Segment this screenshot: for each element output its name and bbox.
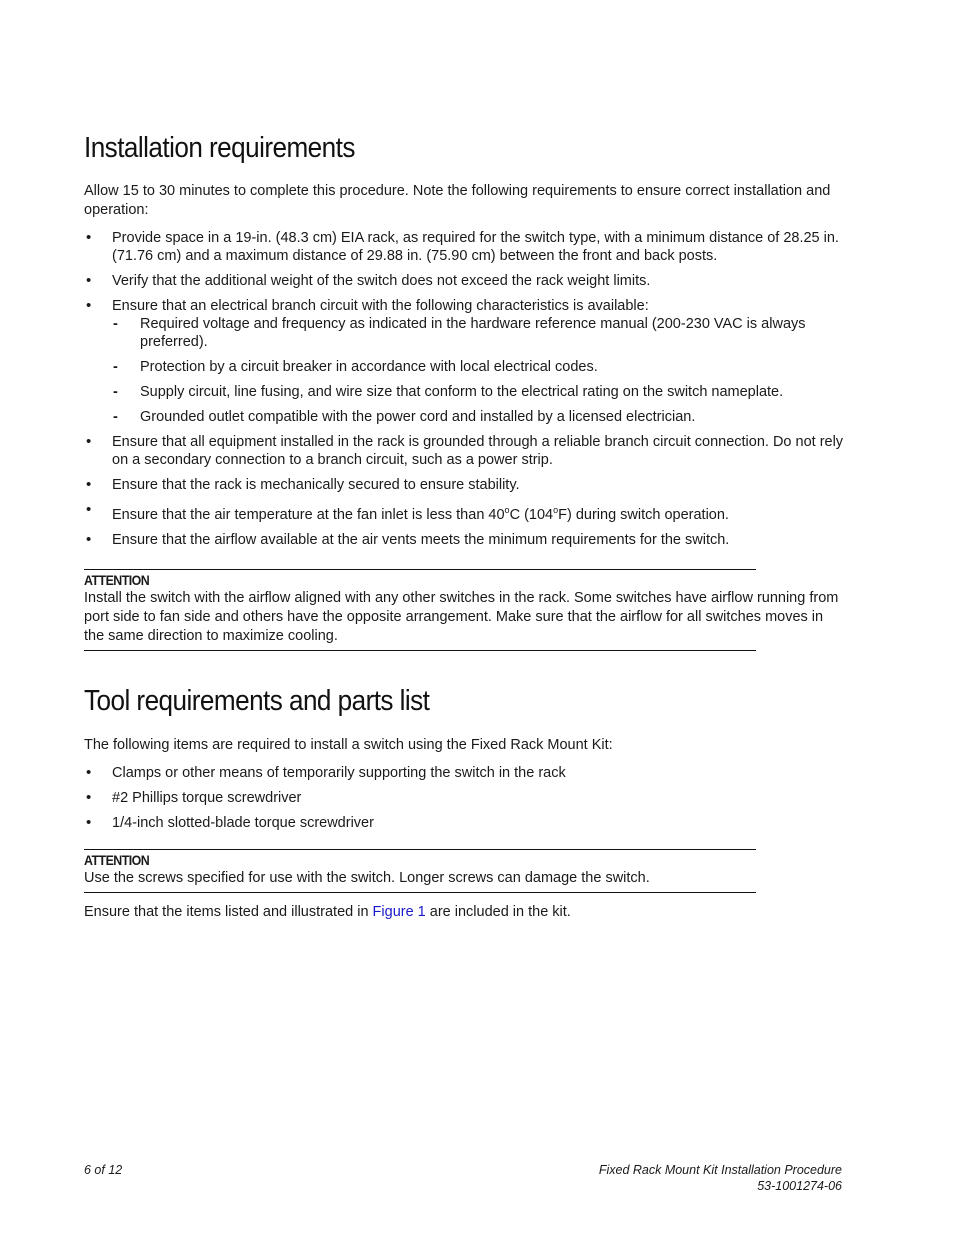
section-heading-tools: Tool requirements and parts list <box>84 685 430 717</box>
bullet-marker: • <box>86 229 92 246</box>
list-item: • Ensure that the airflow available at the air vents meets the minimum requirements for the switch. <box>86 530 730 548</box>
attention-text: Install the switch with the airflow aligned with any other switches in the rack. Some switches have airflow running from port side to fan side and others have the opposite arrangement. Make sure that the airflow for all switches moves in the same direction to maximize cooling. <box>84 590 839 644</box>
attention-title: ATTENTION <box>84 853 150 868</box>
installation-requirements-list <box>84 229 844 556</box>
installation-intro: Allow 15 to 30 minutes to complete this procedure. Note the following requirements to ensure correct installation and operation: <box>84 183 831 218</box>
bullet-marker: • <box>86 433 92 450</box>
dash-marker: - <box>113 359 118 375</box>
bullet-marker: • <box>86 530 92 548</box>
bullet-marker: • <box>86 272 92 289</box>
list-item: • Clamps or other means of temporarily supporting the switch in the rack <box>86 764 566 781</box>
list-item: • Ensure that the rack is mechanically secured to ensure stability. <box>86 476 520 493</box>
section-heading-installation: Installation requirements <box>84 132 355 164</box>
sub-list-item: - Protection by a circuit breaker in accordance with local electrical codes. <box>113 359 598 375</box>
list-item: • 1/4-inch slotted-blade torque screwdriver <box>86 814 374 831</box>
sub-list-item: - Supply circuit, line fusing, and wire size that conform to the electrical rating on the switch nameplate. <box>113 384 784 400</box>
attention-box-screws <box>84 849 756 893</box>
list-item: • Verify that the additional weight of the switch does not exceed the rack weight limits. <box>86 272 651 289</box>
footer-doc-info <box>599 1162 842 1194</box>
figure-1-link[interactable]: Figure 1 <box>372 904 426 920</box>
closing-paragraph: Ensure that the items listed and illustrated in Figure 1 are included in the kit. <box>84 904 571 920</box>
footer-doc-title: Fixed Rack Mount Kit Installation Procedure <box>598 1163 842 1177</box>
bullet-marker: • <box>86 814 92 831</box>
attention-box-airflow <box>84 569 839 651</box>
dash-marker: - <box>113 384 118 400</box>
list-item: • Ensure that an electrical branch circuit with the following characteristics is available: - Required voltage and frequency as indicated in the hardware reference manual (200-230 VAC is always preferred). - Protection by a circuit breaker in accordance with local electrical codes. - Supply circuit, line fusing, and wire size that conform to the electrical rating on the switch nameplate. - Grounded outlet compatible with the power cord and installed by a licensed electrician. <box>84 297 844 426</box>
electrical-characteristics-list <box>112 315 844 426</box>
list-item: • #2 Phillips torque screwdriver <box>86 789 302 806</box>
attention-text: Use the screws specified for use with the switch. Longer screws can damage the switch. <box>84 870 650 886</box>
sub-list-item: - Required voltage and frequency as indicated in the hardware reference manual (200-230 VAC is always preferred). <box>113 316 806 350</box>
list-item: • Ensure that all equipment installed in the rack is grounded through a reliable branch circuit connection. Do not rely on a secondary connection to a branch circuit, such as a power strip. <box>86 433 844 468</box>
tools-list <box>84 764 844 839</box>
bullet-marker: • <box>86 501 92 518</box>
dash-marker: - <box>113 409 118 425</box>
sub-list-item: - Grounded outlet compatible with the power cord and installed by a licensed electrician. <box>113 409 696 425</box>
list-item: • Provide space in a 19-in. (48.3 cm) EIA rack, as required for the switch type, with a minimum distance of 28.25 in. (71.76 cm) and a maximum distance of 29.88 in. (75.90 cm) between the front and back posts. <box>86 229 839 264</box>
dash-marker: - <box>113 316 118 332</box>
bullet-marker: • <box>86 789 92 806</box>
tools-intro: The following items are required to install a switch using the Fixed Rack Mount Kit: <box>84 737 613 753</box>
bullet-marker: • <box>86 297 92 314</box>
list-item: • Ensure that the air temperature at the fan inlet is less than 40$^o$C (104$^o$F) during switch operation. <box>86 501 729 523</box>
attention-title: ATTENTION <box>84 573 150 588</box>
page-number: 6 of 12 <box>84 1163 123 1177</box>
footer-doc-number: 53-1001274-06 <box>757 1179 842 1193</box>
bullet-marker: • <box>86 476 92 493</box>
bullet-marker: • <box>86 764 92 781</box>
